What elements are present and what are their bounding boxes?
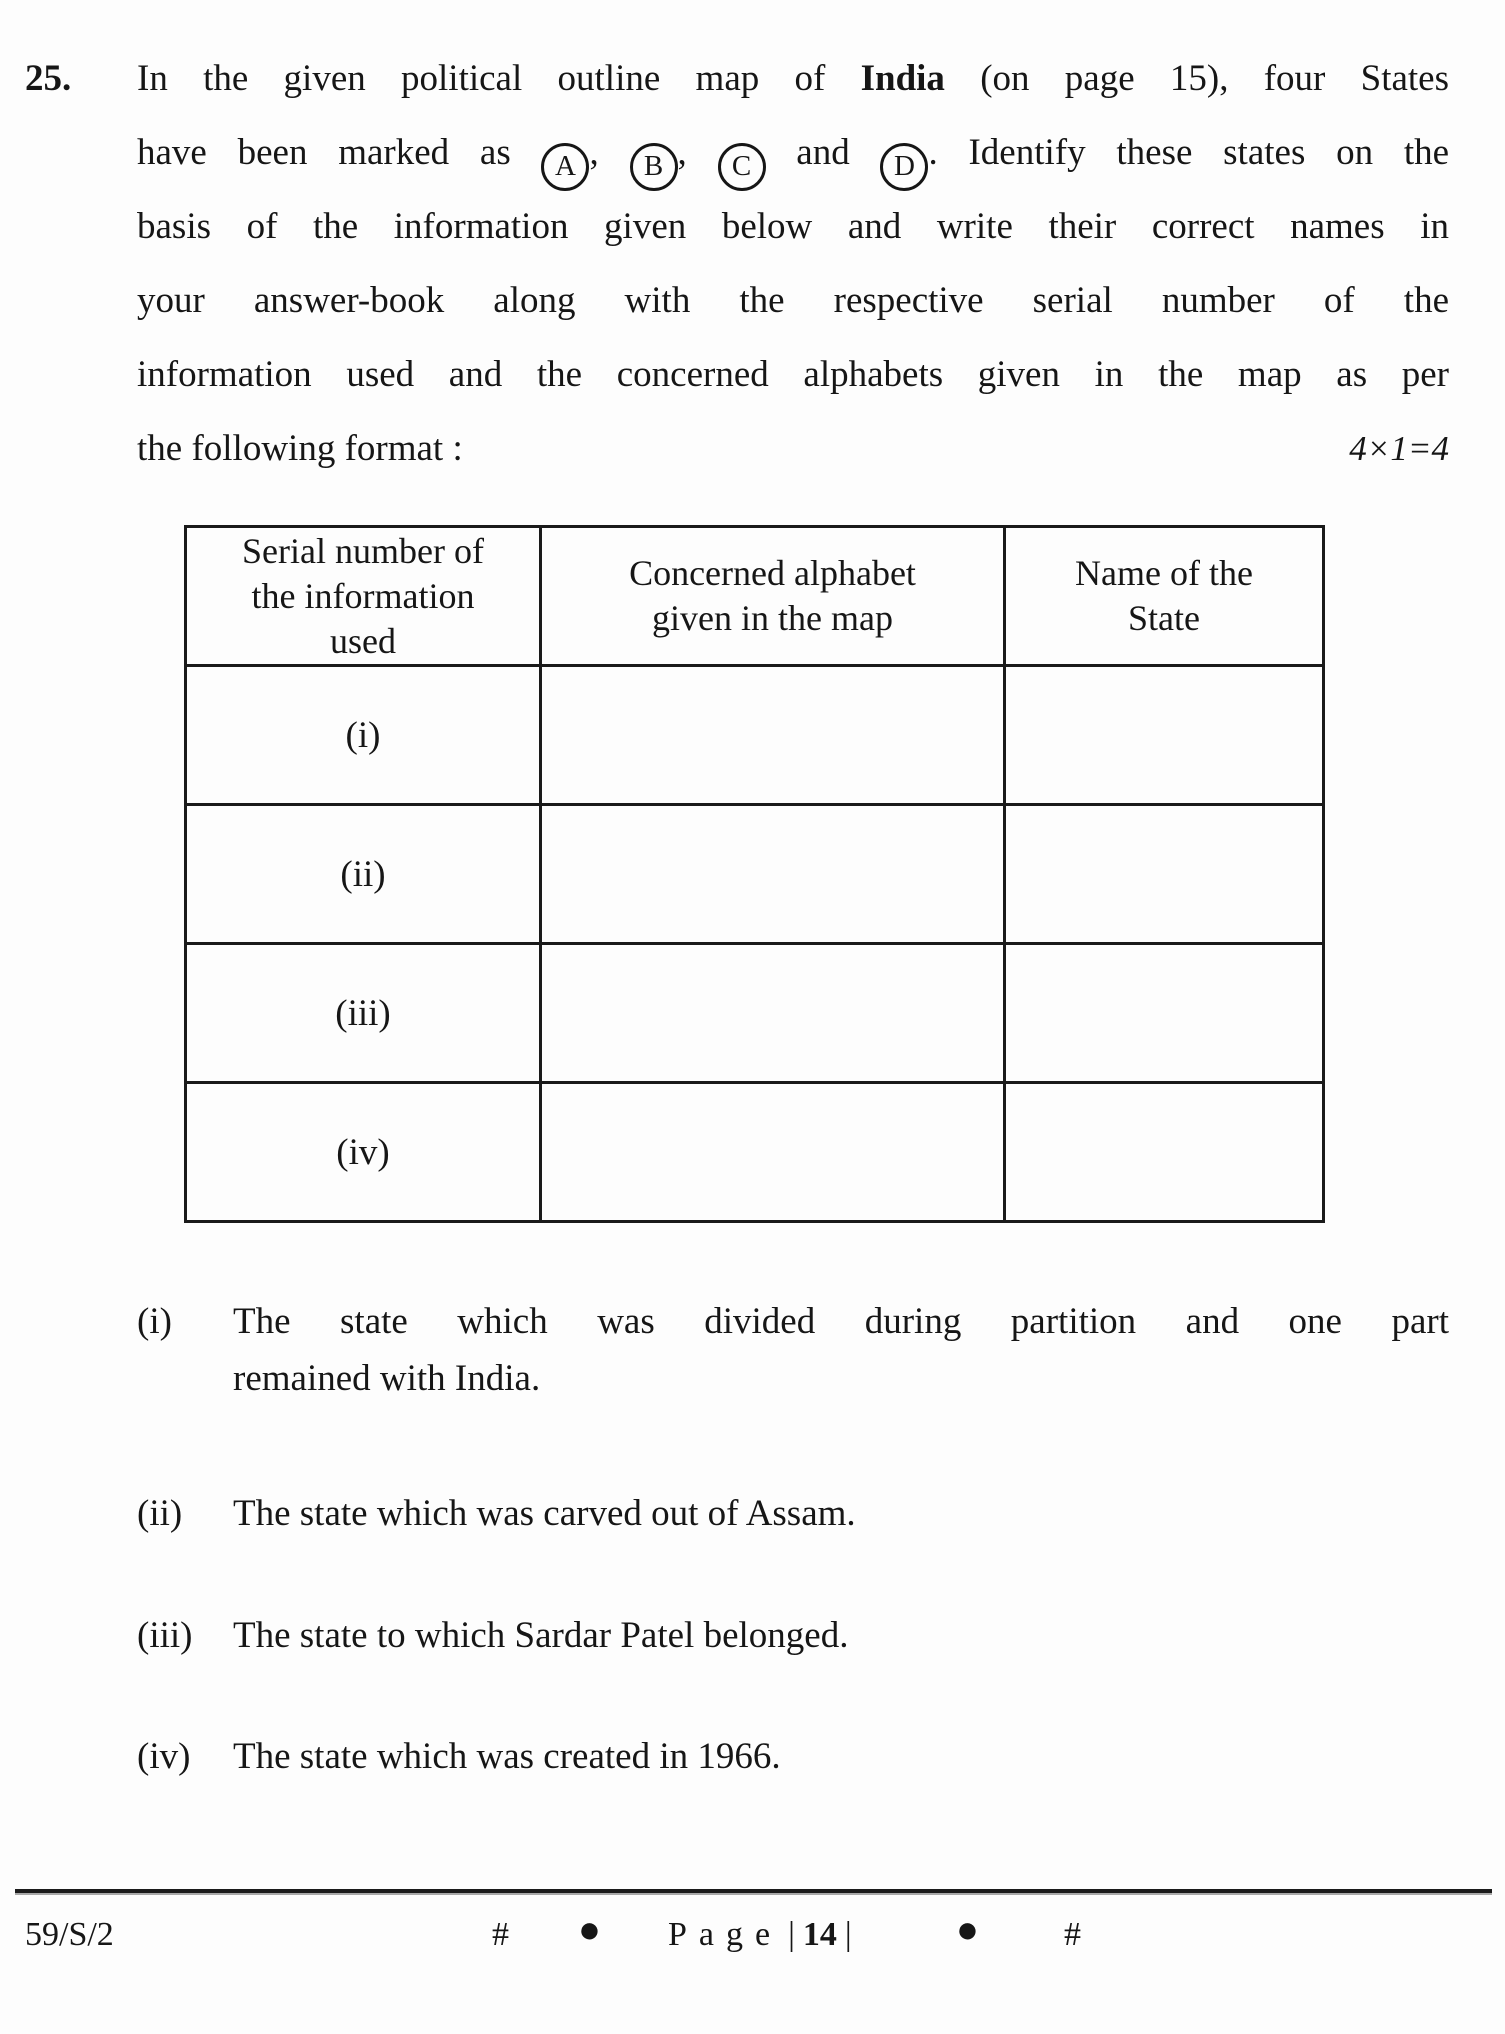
item-text-iii: The state to which Sardar Patel belonged. — [233, 1615, 849, 1656]
and-word: and — [796, 132, 850, 173]
question-line-6 — [137, 412, 1449, 486]
item-label-i: (i) — [137, 1301, 172, 1342]
alphabet-cell-iii — [541, 944, 1005, 1083]
alphabet-cell-i — [541, 666, 1005, 805]
item-text-iv: The state which was created in 1966. — [233, 1736, 781, 1777]
line1-post: (on page 15), four States — [980, 58, 1450, 99]
item-text-ii: The state which was carved out of Assam. — [233, 1493, 856, 1534]
page-word: Page — [668, 1916, 783, 1953]
state-cell-iv — [1005, 1083, 1324, 1222]
paper-code: 59/S/2 — [25, 1916, 114, 1953]
pipe-separator: | — [788, 1916, 795, 1953]
state-cell-ii — [1005, 805, 1324, 944]
page-indicator — [668, 1915, 852, 1955]
header-alphabet-line1: Concerned alphabet — [629, 553, 916, 593]
header-state-name — [1005, 527, 1324, 666]
format-text: the following format : — [137, 428, 463, 469]
item-label-iii: (iii) — [137, 1615, 193, 1656]
line1-pre: In the given political outline map of — [137, 58, 826, 99]
answer-format-table — [184, 525, 1325, 1223]
header-state-line2: State — [1128, 598, 1200, 638]
table-row — [186, 944, 1324, 1083]
question-number: 25. — [25, 58, 72, 99]
circled-letter-d: D — [880, 143, 928, 191]
marks-value: 4×1=4 — [1349, 429, 1449, 468]
hash-mark-right: # — [1064, 1916, 1081, 1953]
circled-letter-a: A — [541, 143, 589, 191]
header-concerned-alphabet — [541, 527, 1005, 666]
state-cell-i — [1005, 666, 1324, 805]
line2-post: . Identify these states on the — [928, 132, 1450, 173]
hash-mark-left: # — [492, 1916, 509, 1953]
comma-2: , — [677, 132, 687, 173]
line2-pre: have been marked as — [137, 132, 511, 173]
question-line-4: your answer-book along with the respective serial number of the — [137, 280, 1449, 321]
item-text-i — [233, 1293, 1449, 1407]
question-line-5: information used and the concerned alphabets given in the map as per — [137, 354, 1449, 395]
serial-cell-iv: (iv) — [186, 1083, 541, 1222]
table-row — [186, 805, 1324, 944]
bullet-icon: ● — [956, 1909, 979, 1951]
page-number: 14 — [802, 1916, 837, 1953]
item-i-line1: The state which was divided during partition and one part — [233, 1301, 1449, 1342]
pipe-separator: | — [844, 1916, 852, 1953]
circled-letter-b: B — [630, 143, 678, 191]
state-cell-iii — [1005, 944, 1324, 1083]
table-header-row — [186, 527, 1324, 666]
header-alphabet-line2: given in the map — [652, 598, 893, 638]
alphabet-cell-ii — [541, 805, 1005, 944]
header-serial-line2: the information — [251, 575, 475, 616]
circled-letter-c: C — [718, 143, 766, 191]
line1-bold-india: India — [860, 58, 945, 99]
table-row — [186, 1083, 1324, 1222]
serial-cell-i: (i) — [186, 666, 541, 805]
footer-divider — [15, 1889, 1492, 1895]
table-row — [186, 666, 1324, 805]
header-serial-line1: Serial number of — [242, 530, 484, 571]
item-i-line2: remained with India. — [233, 1358, 541, 1399]
question-paragraph — [137, 42, 1449, 486]
comma-1: , — [589, 132, 599, 173]
question-line-2 — [137, 116, 1449, 190]
item-label-iv: (iv) — [137, 1736, 191, 1777]
header-serial-line3: used — [330, 620, 396, 661]
header-serial-number — [186, 527, 541, 666]
serial-cell-ii: (ii) — [186, 805, 541, 944]
question-line-1 — [137, 42, 1449, 116]
serial-cell-iii: (iii) — [186, 944, 541, 1083]
question-line-3: basis of the information given below and write their correct names in — [137, 206, 1449, 247]
header-state-line1: Name of the — [1075, 553, 1253, 593]
item-label-ii: (ii) — [137, 1493, 183, 1534]
alphabet-cell-iv — [541, 1083, 1005, 1222]
bullet-icon: ● — [578, 1909, 601, 1951]
